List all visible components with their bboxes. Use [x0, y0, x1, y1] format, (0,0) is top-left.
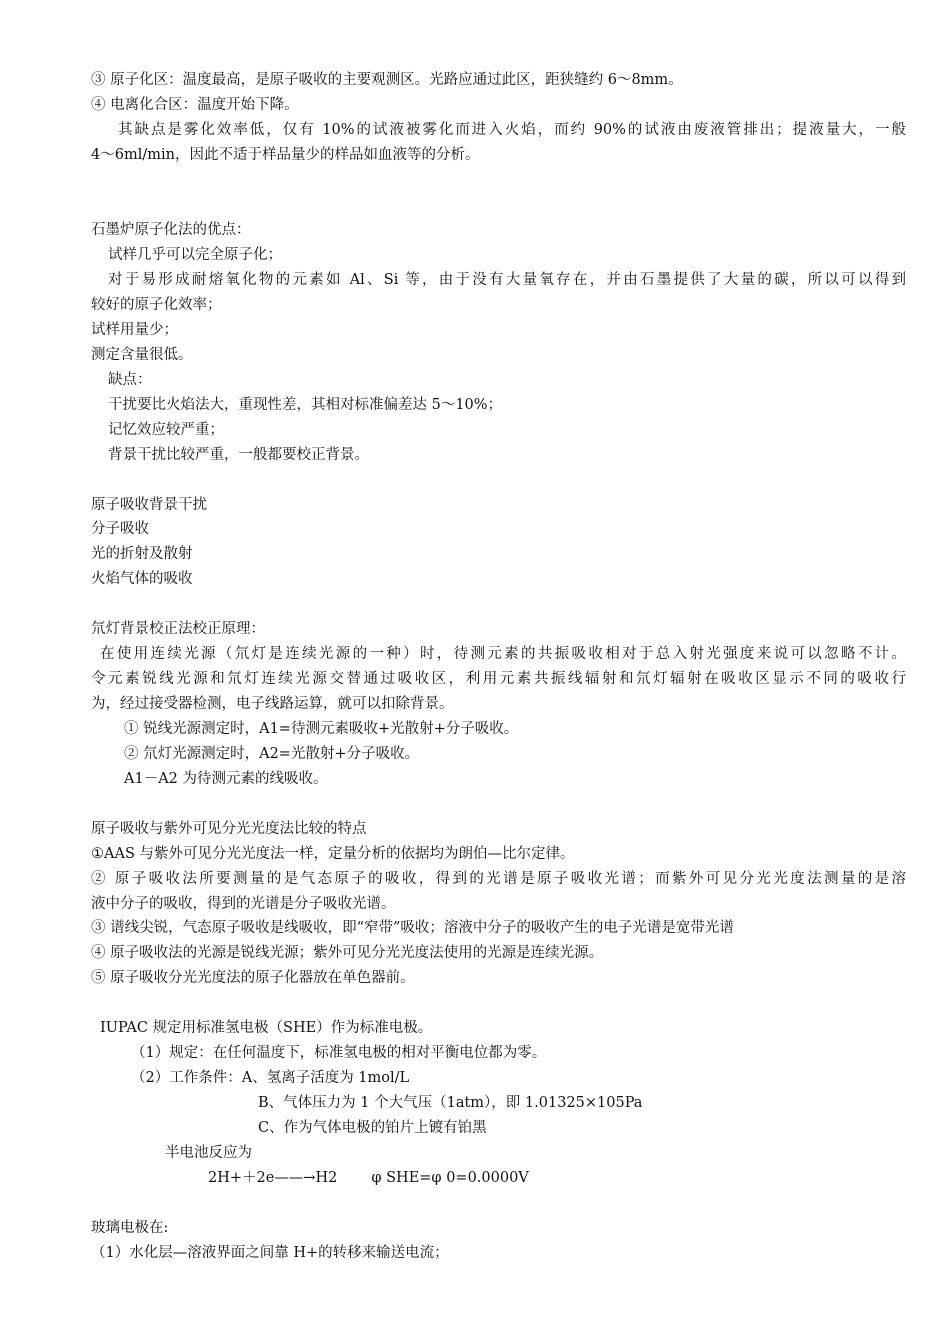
text-line: ① 锐线光源测定时，A1=待测元素吸收+光散射+分子吸收。 — [124, 721, 519, 737]
text-line: ② 原子吸收法所要测量的是气态原子的吸收，得到的光谱是原子吸收光谱；而紫外可见分光光度法测量的是溶 — [91, 871, 906, 887]
text-line: 较好的原子化效率； — [91, 297, 222, 313]
text-line: ④ 原子吸收法的光源是锐线光源；紫外可见分光光度法使用的光源是连续光源。 — [91, 945, 604, 961]
text-line: ③ 原子化区：温度最高，是原子吸收的主要观测区。光路应通过此区，距狭缝约 6～8mm。 — [91, 72, 683, 88]
text-line: 背景干扰比较严重，一般都要校正背景。 — [108, 447, 369, 463]
text-line: 在使用连续光源（氘灯是连续光源的一种）时，待测元素的共振吸收相对于总入射光强度来说可以忽略不计。 — [100, 646, 906, 662]
section-heading: 原子吸收背景干扰 — [91, 497, 207, 513]
text-line: 其缺点是雾化效率低，仅有 10%的试液被雾化而进入火焰，而约 90%的试液由废液管排出；提液量大，一般 — [118, 122, 906, 138]
section-heading: IUPAC 规定用标准氢电极（SHE）作为标准电极。 — [100, 1020, 433, 1036]
section-heading: 氘灯背景校正法校正原理： — [91, 621, 265, 637]
section-heading: 石墨炉原子化法的优点： — [91, 222, 251, 238]
text-line: （1）规定：在任何温度下，标准氢电极的相对平衡电位都为零。 — [131, 1045, 547, 1061]
text-line: 为，经过接受器检测，电子线路运算，就可以扣除背景。 — [91, 696, 454, 712]
text-line: B、气体压力为 1 个大气压（1atm），即 1.01325×105Pa — [258, 1095, 643, 1111]
text-line: 试样几乎可以完全原子化； — [108, 247, 282, 263]
standard-potential: φ SHE=φ 0=0.0000V — [371, 1170, 529, 1186]
text-line: ⑤ 原子吸收分光光度法的原子化器放在单色器前。 — [91, 970, 415, 986]
text-line: 记忆效应较严重； — [108, 422, 224, 438]
text-line: 4～6ml/min，因此不适于样品量少的样品如血液等的分析。 — [91, 147, 480, 163]
text-line: ③ 谱线尖锐，气态原子吸收是线吸收，即“窄带”吸收；溶液中分子的吸收产生的电子光谱是宽带光谱 — [91, 920, 734, 936]
text-line: ② 氘灯光源测定时，A2=光散射+分子吸收。 — [124, 746, 420, 762]
text-line: C、作为气体电极的铂片上镀有铂黑 — [258, 1120, 487, 1136]
text-line: （1）水化层—溶液界面之间靠 H+的转移来输送电流； — [91, 1245, 449, 1261]
text-line: （2）工作条件：A、氢离子活度为 1mol/L — [131, 1070, 410, 1086]
text-line: ④ 电离化合区：温度开始下降。 — [91, 97, 299, 113]
text-line: 试样用量少； — [91, 322, 178, 338]
text-line: ①AAS 与紫外可见分光光度法一样，定量分析的依据均为朗伯—比尔定律。 — [91, 846, 575, 862]
text-line: 令元素锐线光源和氘灯连续光源交替通过吸收区，利用元素共振线辐射和氘灯辐射在吸收区显示不同的吸收行 — [91, 671, 906, 687]
text-line: 分子吸收 — [91, 521, 149, 537]
text-line: 光的折射及散射 — [91, 546, 193, 562]
text-line: 火焰气体的吸收 — [91, 571, 193, 587]
text-line: 半电池反应为 — [165, 1145, 252, 1161]
text-line: 液中分子的吸收，得到的光谱是分子吸收光谱。 — [91, 896, 396, 912]
text-line: A1－A2 为待测元素的线吸收。 — [124, 771, 328, 787]
section-heading: 玻璃电极在: — [91, 1220, 169, 1236]
text-line: 干扰要比火焰法大，重现性差，其相对标准偏差达 5～10%； — [108, 397, 503, 413]
text-line: 对于易形成耐熔氧化物的元素如 Al、Si 等，由于没有大量氧存在，并由石墨提供了大量的碳，所以可以得到 — [108, 272, 906, 288]
text-line: 测定含量很低。 — [91, 347, 193, 363]
text-line: 缺点： — [108, 372, 152, 388]
section-heading: 原子吸收与紫外可见分光光度法比较的特点 — [91, 821, 367, 837]
equation-line — [208, 1166, 906, 1190]
half-cell-reaction: 2H+＋2e——→H2 — [208, 1170, 338, 1186]
